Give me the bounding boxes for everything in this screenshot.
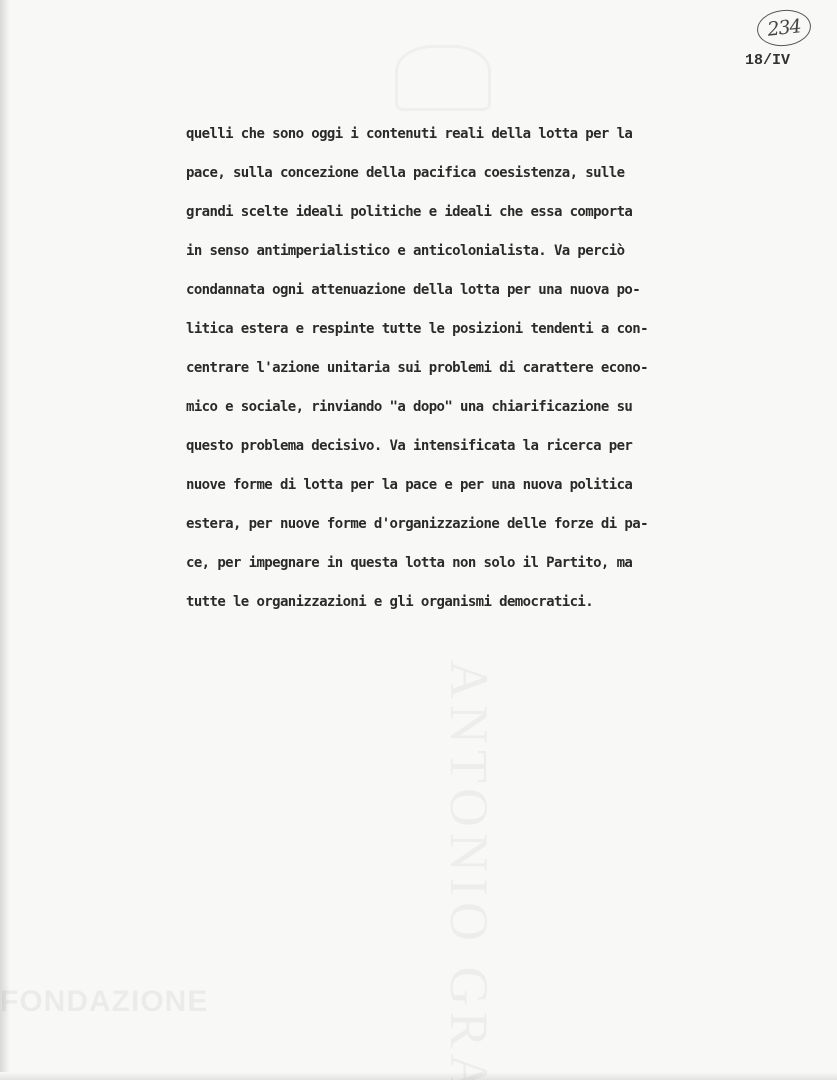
folio-number: 18/IV [745, 52, 791, 69]
watermark-logo [0, 985, 209, 1080]
text-line: litica estera e respinte tutte le posizioni tendenti a con- [186, 321, 648, 337]
watermark-emblem [395, 45, 491, 111]
scan-edge-left [0, 0, 10, 1080]
text-line: estera, per nuove forme d'organizzazione delle forze di pa- [186, 516, 648, 532]
text-line: nuove forme di lotta per la pace e per una nuova politica [186, 477, 633, 493]
text-line: grandi scelte ideali politiche e ideali che essa comporta [186, 204, 633, 220]
text-line: pace, sulla concezione della pacifica coesistenza, sulle [186, 165, 625, 181]
text-line: questo problema decisivo. Va intensificata la ricerca per [186, 438, 633, 454]
text-line: centrare l'azione unitaria sui problemi di carattere econo- [186, 360, 648, 376]
text-line: condannata ogni attenuazione della lotta per una nuova po- [186, 282, 641, 298]
text-line: in senso antimperialistico e anticolonialista. Va perciò [186, 243, 625, 259]
text-line: mico e sociale, rinviando "a dopo" una chiarificazione su [186, 399, 633, 415]
watermark-logo-text: FONDAZIONE [0, 985, 209, 1018]
archive-number: 234 [766, 15, 802, 41]
text-line: tutte le organizzazioni e gli organismi democratici. [186, 594, 594, 610]
typewritten-body [186, 115, 786, 622]
archive-number-stamp [755, 7, 812, 48]
text-line: ce, per impegnare in questa lotta non solo il Partito, ma [186, 555, 633, 571]
watermark-vertical-text [440, 660, 500, 1080]
text-line: quelli che sono oggi i contenuti reali della lotta per la [186, 126, 633, 142]
